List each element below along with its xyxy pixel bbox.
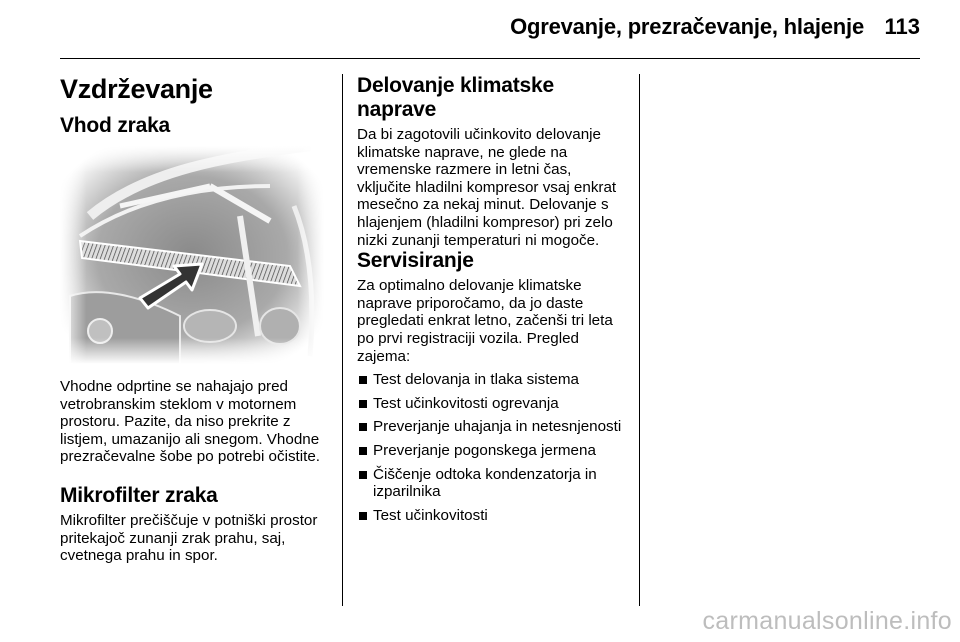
list-item: Test delovanja in tlaka sistema bbox=[357, 371, 629, 389]
list-item: Preverjanje uhajanja in netesnjenosti bbox=[357, 418, 629, 436]
watermark: carmanualsonline.info bbox=[702, 607, 952, 635]
left-column bbox=[60, 74, 332, 565]
microfilter-text: Mikrofilter prečiščuje v potniški prostor pritekajoč zunanji zrak prahu, saj, cvetnega prahu in spor. bbox=[60, 511, 318, 565]
column-divider bbox=[639, 74, 640, 606]
square-bullet-icon bbox=[359, 376, 367, 384]
section-title-servicing: Servisiranje bbox=[357, 249, 474, 273]
section-title-microfilter: Mikrofilter zraka bbox=[60, 483, 218, 507]
section-title-air-intake: Vhod zraka bbox=[60, 114, 171, 137]
list-item: Test učinkovitosti bbox=[357, 507, 629, 525]
servicing-text: Za optimalno delovanje klimatske naprave priporočamo, da jo daste pregledati enkrat letno, začenši tri leta po prvi registraciji vozila. Pregled zajema: bbox=[357, 277, 613, 365]
column-divider bbox=[342, 74, 343, 606]
main-heading: Vzdrževanje bbox=[60, 74, 213, 104]
page-number: 113 bbox=[884, 14, 920, 39]
square-bullet-icon bbox=[359, 512, 367, 520]
right-column bbox=[357, 74, 629, 530]
header-rule bbox=[60, 58, 920, 59]
section-title-ac-operation: Delovanje klimatske naprave bbox=[357, 74, 554, 121]
air-intake-text: Vhodne odprtine se nahajajo pred vetrobranskim steklom v motornem prostoru. Pazite, da niso prekrite z listjem, umazanijo ali snegom. Vhodne prezračevalne šobe po potrebi očistite. bbox=[60, 378, 321, 466]
list-item: Preverjanje pogonskega jermena bbox=[357, 442, 629, 460]
ac-operation-text: Da bi zagotovili učinkovito delovanje klimatske naprave, ne glede na vremenske razmere in letni čas, vključite hladilni kompresor vsaj enkrat mesečno za nekaj minut. Delovanje s hlajenjem (hladilni kompresor) pri zelo nizki zunanji temperaturi ni mogoče. bbox=[357, 126, 617, 249]
servicing-checklist bbox=[357, 371, 629, 524]
square-bullet-icon bbox=[359, 447, 367, 455]
square-bullet-icon bbox=[359, 423, 367, 431]
list-item: Test učinkovitosti ogrevanja bbox=[357, 395, 629, 413]
page-header-title: Ogrevanje, prezračevanje, hlajenje bbox=[510, 14, 864, 39]
list-item: Čiščenje odtoka kondenzatorja in izparilnika bbox=[357, 466, 629, 501]
air-intake-illustration bbox=[60, 146, 324, 364]
square-bullet-icon bbox=[359, 471, 367, 479]
square-bullet-icon bbox=[359, 400, 367, 408]
